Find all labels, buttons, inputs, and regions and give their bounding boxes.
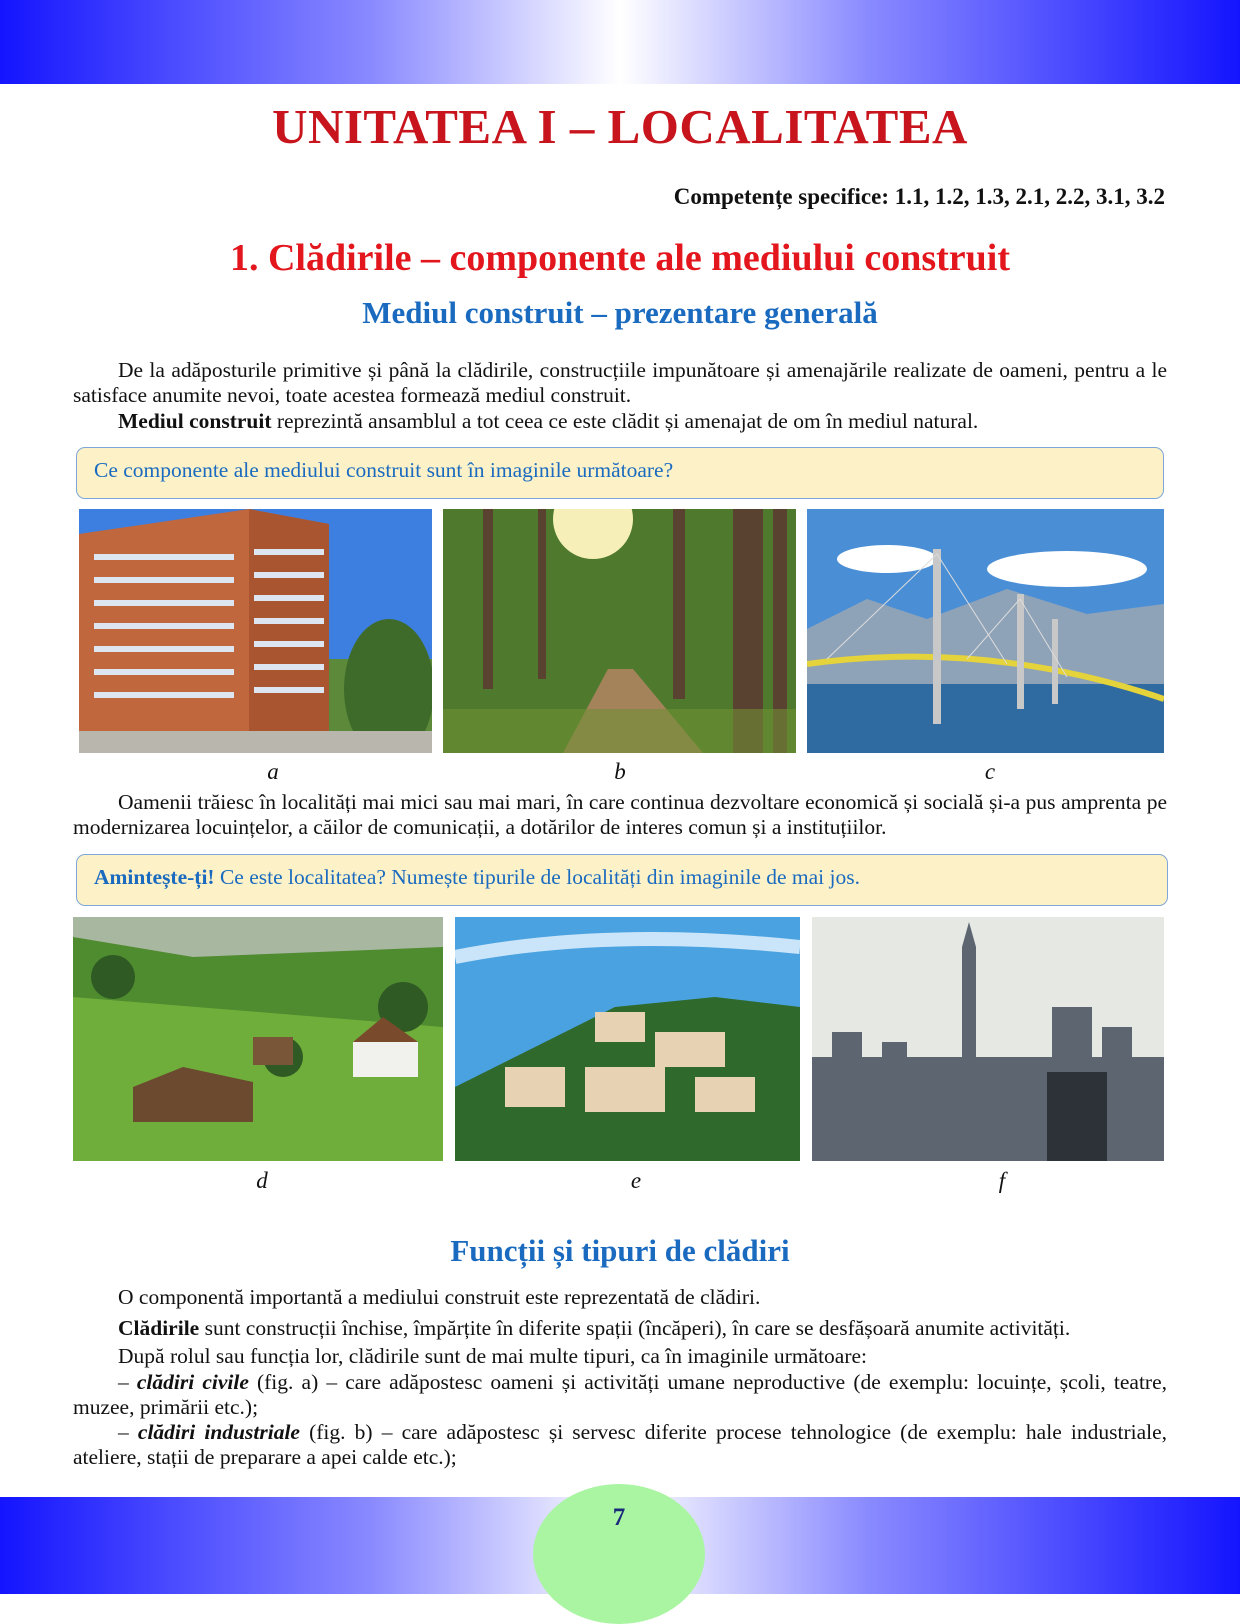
top-gradient-band — [0, 0, 1240, 84]
caption-c: c — [984, 759, 996, 784]
caption-d: d — [256, 1168, 268, 1193]
paragraph-building-roles: După rolul sau funcția lor, clădirile sunt de mai multe tipuri, ca în imaginile următoare: — [118, 1344, 868, 1368]
remember-label: Amintește-ți! — [94, 865, 215, 889]
paragraph-buildings-definition — [73, 1316, 1167, 1341]
remember-text: Ce este localitatea? Numește tipurile de localități din imaginile de mai jos. — [214, 865, 860, 889]
photo-bridge — [807, 509, 1164, 753]
unit-title: UNITATEA I – LOCALITATEA — [272, 99, 968, 154]
paragraph-intro: De la adăposturile primitive și până la clădirile, construcțiile impunătoare și amenajările realizate de oameni, pentru a le satisface anumite nevoi, toate acestea formează mediul construit. — [73, 358, 1167, 407]
term-civil-buildings: clădiri civile — [136, 1370, 249, 1394]
industrial-buildings-text: (fig. b) – care adăpostesc și servesc diferite procese tehnologice (de exemplu: hale industriale, ateliere, stații de preparare a apei calde etc.); — [73, 1420, 1168, 1469]
remember-callout — [76, 854, 1168, 906]
caption-a: a — [267, 759, 279, 784]
question-callout — [76, 447, 1164, 499]
list-item-civil-buildings — [73, 1370, 1167, 1420]
paragraph-definition — [73, 409, 1167, 434]
lesson-title: 1. Clădirile – componente ale mediului construit — [229, 237, 1011, 279]
civil-buildings-text: (fig. a) – care adăpostesc oameni și activități umane neproductive (de exemplu: locuințe, școli, teatre, muzee, primării etc.); — [73, 1370, 1167, 1419]
caption-f: f — [998, 1168, 1006, 1193]
photo-town — [455, 917, 800, 1161]
page-number-badge — [533, 1484, 705, 1624]
photo-apartment-building — [79, 509, 432, 753]
paragraph-localities: Oamenii trăiesc în localități mai mici sau mai mari, în care continua dezvoltare economică și socială și-a pus amprenta pe modernizarea locuințelor, a căilor de comunicații, a dotărilor de interes comun și a instituțiilor. — [73, 790, 1167, 839]
photo-village — [73, 917, 443, 1161]
list-item-industrial-buildings — [73, 1420, 1167, 1470]
page-number: 7 — [612, 1504, 626, 1531]
term-mediul-construit: Mediul construit — [118, 409, 272, 433]
question-text: Ce componente ale mediului construit sunt în imaginile următoare? — [94, 458, 674, 482]
photo-city — [812, 917, 1164, 1161]
paragraph-buildings-intro: O componentă importantă a mediului construit este reprezentată de clădiri. — [118, 1285, 761, 1309]
list-dash: – — [118, 1370, 137, 1394]
caption-e: e — [630, 1168, 642, 1193]
section-heading-building-types: Funcții și tipuri de clădiri — [450, 1233, 790, 1268]
definition-text: reprezintă ansamblul a tot ceea ce este clădit și amenajat de om în mediul natural. — [271, 409, 979, 433]
list-dash: – — [118, 1420, 138, 1444]
term-industrial-buildings: clădiri industriale — [137, 1420, 300, 1444]
caption-b: b — [614, 759, 626, 784]
buildings-definition-text: sunt construcții închise, împărțite în diferite spații (încăperi), în care se desfășoară anumite activități. — [199, 1316, 1071, 1340]
photo-forest-path — [443, 509, 796, 753]
competencies-line: Competențe specifice: 1.1, 1.2, 1.3, 2.1, 2.2, 3.1, 3.2 — [673, 184, 1165, 209]
section-heading-built-environment: Mediul construit – prezentare generală — [362, 295, 878, 330]
term-cladirile: Clădirile — [118, 1316, 200, 1340]
